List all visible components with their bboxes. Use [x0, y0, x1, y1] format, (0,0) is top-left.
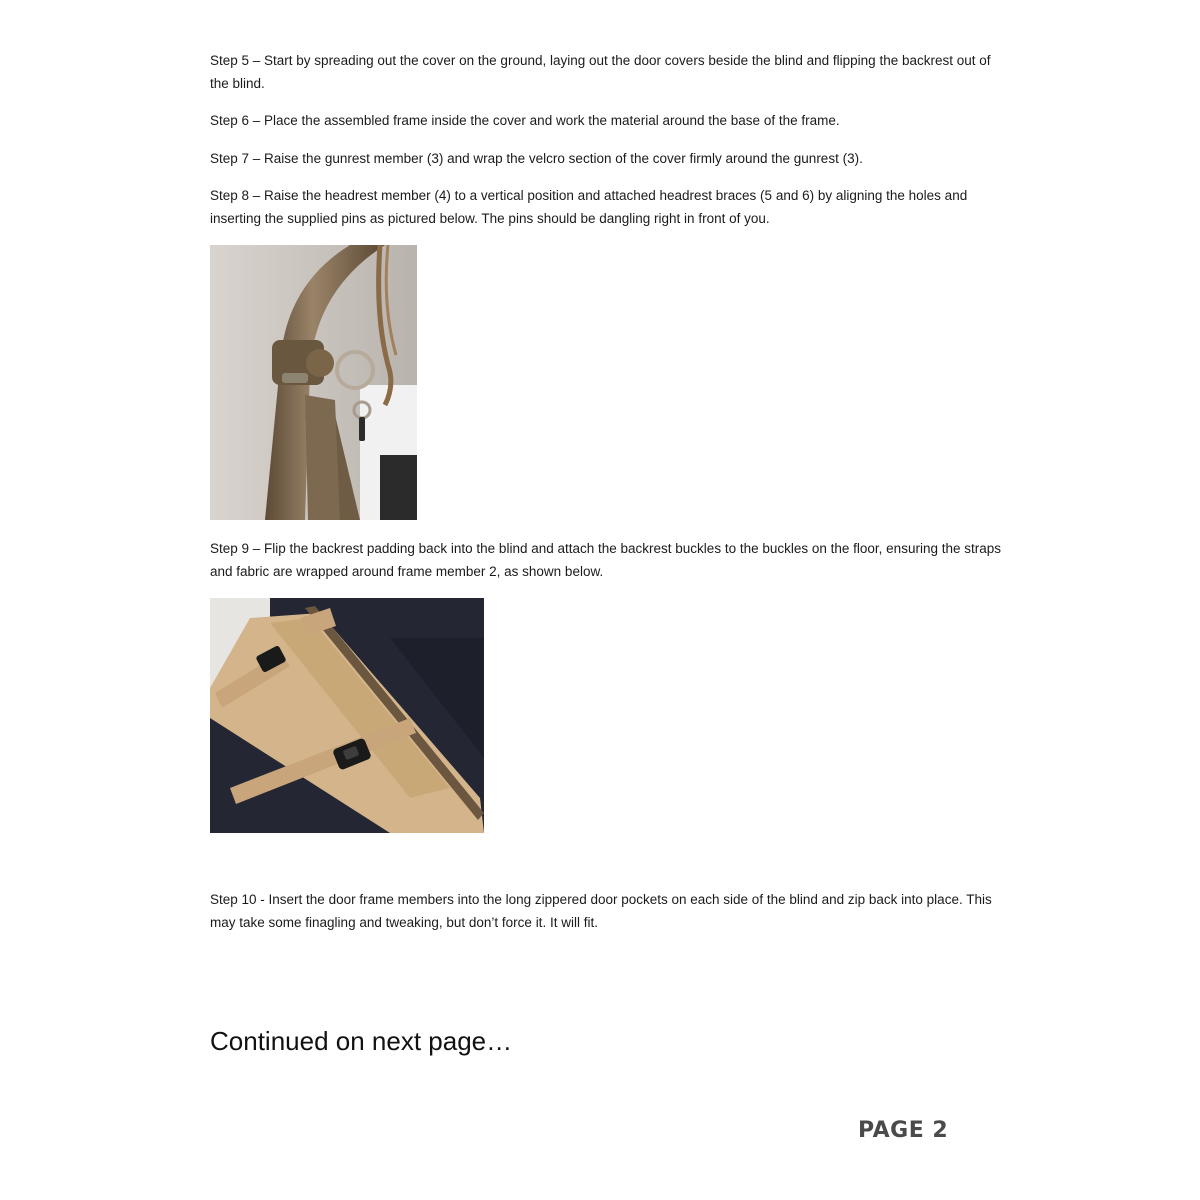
step-9-text: Step 9 – Flip the backrest padding back into the blind and attach the backrest buckles to the buckles on the floor, ensuring the straps and fabric are wrapped around frame member 2, as shown below. — [210, 541, 1001, 579]
backrest-buckles-photo — [210, 598, 484, 833]
step-7-text: Step 7 – Raise the gunrest member (3) and wrap the velcro section of the cover firmly around the gunrest (3). — [210, 151, 863, 166]
continued-note: Continued on next page… — [210, 1026, 513, 1056]
page-number: PAGE 2 — [858, 1118, 949, 1143]
step-6-text: Step 6 – Place the assembled frame inside the cover and work the material around the base of the frame. — [210, 113, 840, 128]
step-8-text: Step 8 – Raise the headrest member (4) to a vertical position and attached headrest braces (5 and 6) by aligning the holes and inserting the supplied pins as pictured below. The pins should be dangling right in front of you. — [210, 188, 968, 226]
step-5-text: Step 5 – Start by spreading out the cover on the ground, laying out the door covers beside the blind and flipping the backrest out of the blind. — [210, 53, 991, 91]
step-10-text: Step 10 - Insert the door frame members into the long zippered door pockets on each side of the blind and zip back into place. This may take some finagling and tweaking, but don’t force it. It will fit. — [210, 892, 992, 930]
headrest-brace-pin-photo — [210, 245, 417, 520]
